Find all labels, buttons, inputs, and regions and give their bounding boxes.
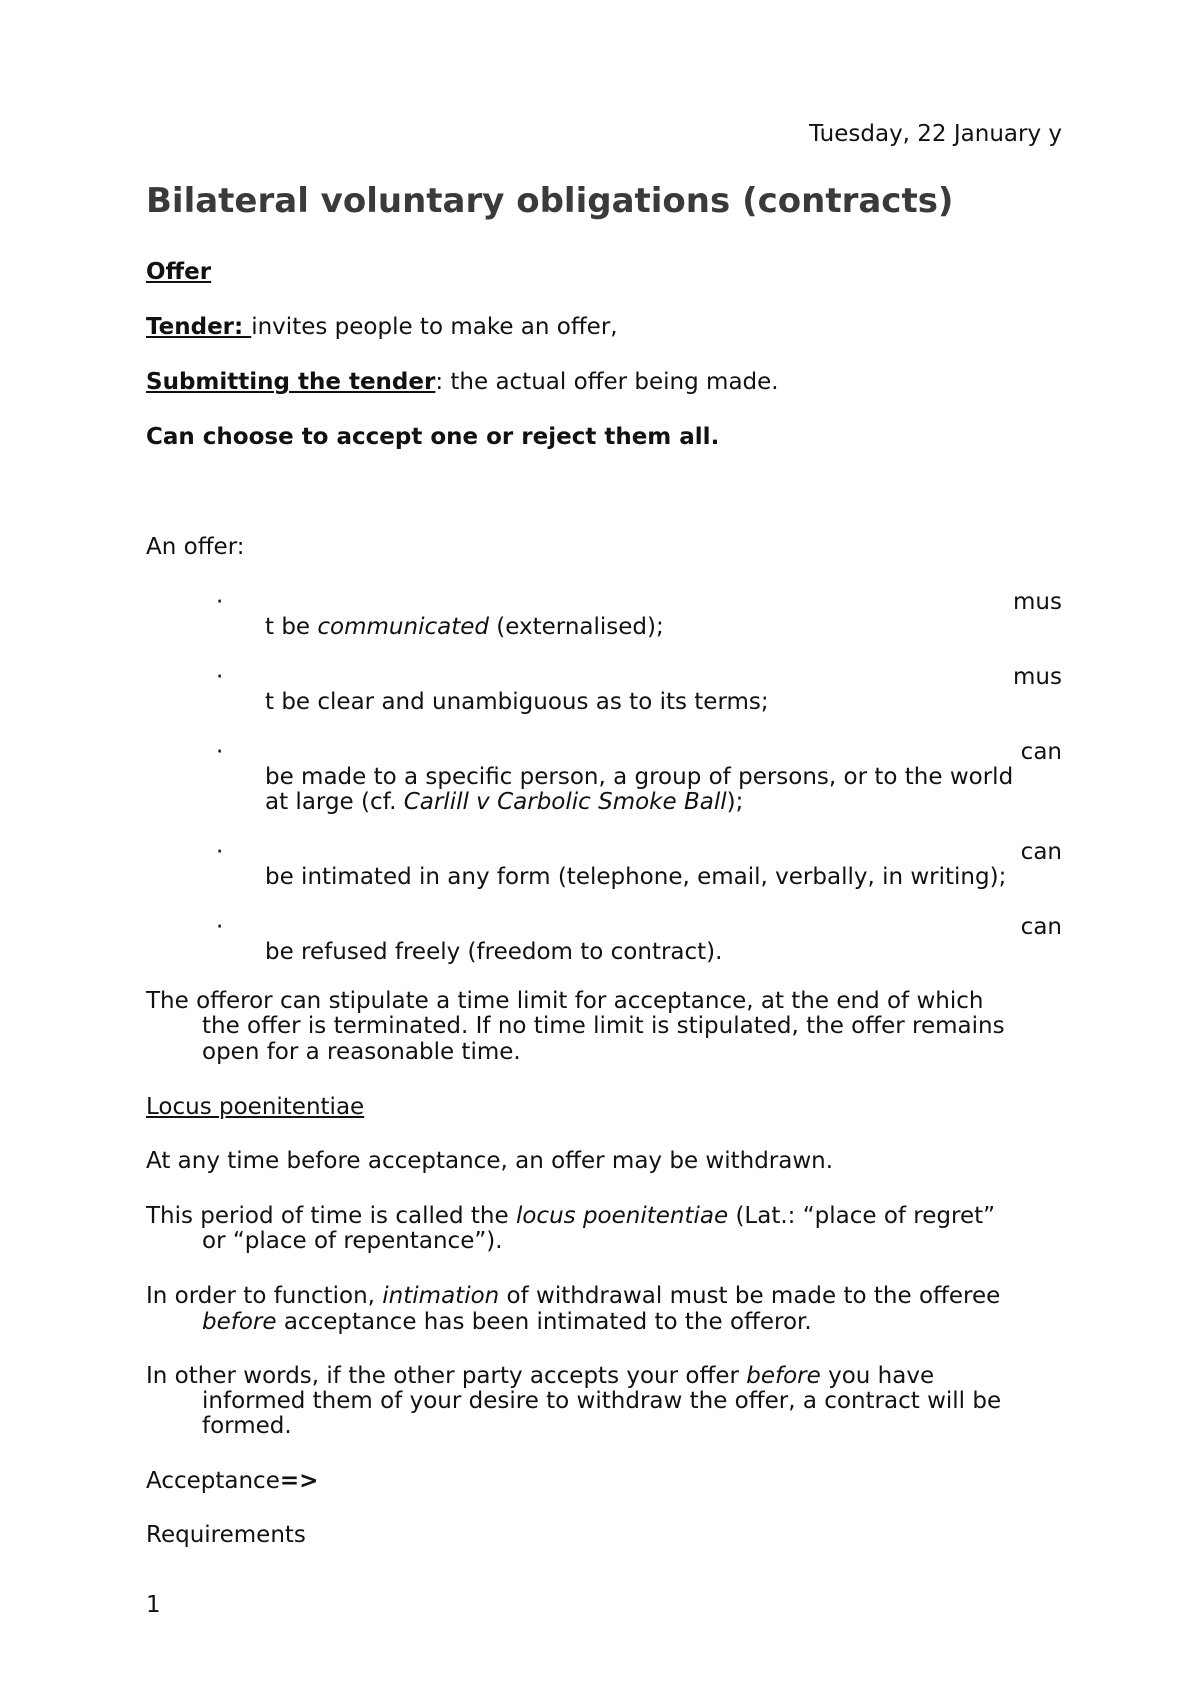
document-date: Tuesday, 22 January y: [809, 121, 1062, 147]
choose-line: Can choose to accept one or reject them all.: [146, 424, 720, 450]
submitting-line: [146, 369, 779, 395]
bullet-line: [265, 614, 664, 640]
latin-term: locus poenitentiae: [515, 1203, 729, 1229]
bullet-text: at large (cf.: [265, 789, 404, 815]
bullet-line: be intimated in any form (telephone, email, verbally, in writing);: [265, 864, 1007, 890]
arrow-glyph: =>: [279, 1468, 319, 1494]
bullet-dot: ·: [216, 739, 224, 765]
bullet-lead: mus: [1013, 589, 1062, 615]
locus-heading: Locus poenitentiae: [146, 1094, 365, 1120]
bullet-lead: can: [1020, 914, 1062, 940]
bullet-lead: can: [1020, 739, 1062, 765]
paragraph-text: you have: [820, 1363, 935, 1389]
paragraph-text: (Lat.: “place of regret”: [728, 1203, 996, 1229]
paragraph-text: of withdrawal must be made to the offeree: [499, 1283, 1001, 1309]
paragraph-line: the offer is terminated. If no time limit is stipulated, the offer remains: [202, 1013, 1005, 1039]
bullet-dot: ·: [216, 914, 224, 940]
paragraph-line: or “place of repentance”).: [202, 1228, 503, 1254]
paragraph-text: In other words, if the other party accepts your offer: [146, 1363, 747, 1389]
case-citation: Carlill v Carbolic Smoke Ball: [403, 789, 727, 815]
paragraph-line: At any time before acceptance, an offer may be withdrawn.: [146, 1148, 834, 1174]
tender-text: invites people to make an offer,: [251, 314, 618, 340]
bullet-text: t be: [265, 614, 318, 640]
paragraph-line: [146, 1283, 1000, 1309]
paragraph-line: formed.: [202, 1413, 292, 1439]
paragraph-text: This period of time is called the: [146, 1203, 516, 1229]
an-offer-label: An offer:: [146, 534, 245, 560]
bullet-italic-text: communicated: [317, 614, 489, 640]
italic-term: intimation: [382, 1283, 500, 1309]
tender-line: [146, 314, 618, 340]
paragraph-line: The offeror can stipulate a time limit for acceptance, at the end of which: [146, 988, 984, 1014]
acceptance-line: [146, 1468, 318, 1494]
offer-heading: Offer: [146, 259, 212, 285]
bullet-dot: ·: [216, 589, 224, 615]
paragraph-line: informed them of your desire to withdraw the offer, a contract will be: [202, 1388, 1002, 1414]
bullet-line: [265, 789, 743, 815]
bullet-text: (externalised);: [488, 614, 664, 640]
bullet-lead: can: [1020, 839, 1062, 865]
bullet-text: );: [726, 789, 744, 815]
paragraph-text: In order to function,: [146, 1283, 383, 1309]
paragraph-text: acceptance has been intimated to the offeror.: [276, 1309, 812, 1335]
paragraph-line: open for a reasonable time.: [202, 1039, 521, 1065]
bullet-dot: ·: [216, 839, 224, 865]
requirements-label: Requirements: [146, 1522, 306, 1548]
submitting-text: : the actual offer being made.: [435, 369, 779, 395]
page-number: 1: [146, 1592, 161, 1618]
paragraph-line: [202, 1309, 812, 1335]
paragraph-line: [146, 1363, 934, 1389]
submitting-label: Submitting the tender: [146, 369, 436, 395]
tender-label: Tender:: [146, 314, 252, 340]
bullet-line: t be clear and unambiguous as to its terms;: [265, 689, 769, 715]
bullet-lead: mus: [1013, 664, 1062, 690]
bullet-line: be refused freely (freedom to contract).: [265, 939, 723, 965]
italic-term: before: [202, 1309, 277, 1335]
bullet-dot: ·: [216, 664, 224, 690]
bullet-line: be made to a specific person, a group of persons, or to the world: [265, 764, 1014, 790]
document-title: Bilateral voluntary obligations (contracts): [146, 181, 954, 221]
italic-term: before: [746, 1363, 821, 1389]
acceptance-label: Acceptance: [146, 1468, 280, 1494]
paragraph-line: [146, 1203, 995, 1229]
